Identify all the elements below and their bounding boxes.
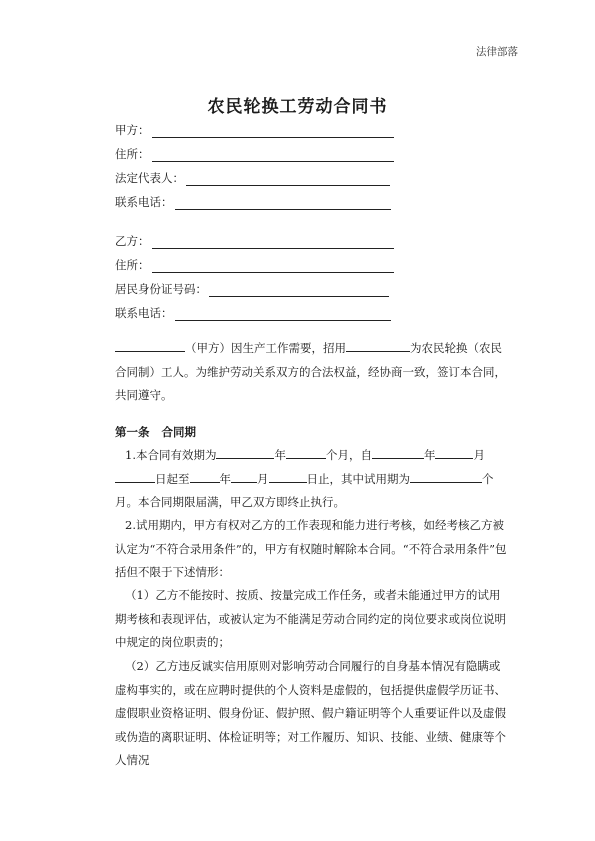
party-b-id-field <box>115 281 389 297</box>
clause-1-blank-trial <box>410 469 482 483</box>
intro-paragraph <box>115 337 507 408</box>
party-b-phone-blank <box>175 308 391 321</box>
clause-1-text-5: 月 <box>473 448 485 462</box>
clause-1 <box>115 444 507 515</box>
party-b-name-label: 乙方： <box>115 234 150 248</box>
clause-1-text-3: 个月，自 <box>325 448 372 462</box>
article-1-number: 第一条 <box>115 425 150 439</box>
clause-1-blank-months <box>286 445 326 459</box>
party-a-phone-blank <box>175 197 391 210</box>
clause-1-text-10: 个月。本合同期限届满，甲乙双方即终止执行。 <box>115 471 494 509</box>
clause-2: 2.试用期内，甲方有权对乙方的工作表现和能力进行考核，如经考核乙方被认定为“不符合录用条件”的，甲方有权随时解除本合同。“不符合录用条件”包括但不限于下述情形： <box>115 518 507 579</box>
party-a-rep-field <box>115 170 390 186</box>
party-b-id-label: 居民身份证号码： <box>115 282 207 296</box>
party-a-phone-label: 联系电话： <box>115 195 173 209</box>
clause-1-blank-end-year <box>190 469 220 483</box>
party-a-name-blank <box>152 125 394 138</box>
clause-1-blank-years <box>216 445 274 459</box>
article-1-name: 合同期 <box>161 425 196 439</box>
employee-blank <box>346 338 410 352</box>
party-b-address-blank <box>152 260 394 273</box>
clause-2-item-2: （2）乙方违反诚实信用原则对影响劳动合同履行的自身基本情况有隐瞒或虚构事实的，或在应聘时提供的个人资料是虚假的，包括提供虚假学历证书、虚假职业资格证明、假身份证、假护照、假户籍证明等个人重要证件以及虚假或伪造的离职证明、体检证明等；对工作履历、知识、技能、业绩、健康等个人情况 <box>115 659 506 767</box>
clause-1-text-2: 年 <box>274 448 286 462</box>
intro-text-2: 为农民轮换（农民合同制）工人。为维护劳动关系双方的合法权益，经协商一致，签订本合同，共同遵守。 <box>115 341 506 402</box>
clause-1-blank-start-year <box>372 445 424 459</box>
party-b-phone-field <box>115 305 391 321</box>
clause-1-text-6: 日起至 <box>155 471 190 486</box>
header-source: 法律部落 <box>476 46 518 58</box>
clause-1-text-8: 月 <box>257 471 269 486</box>
party-a-rep-blank <box>186 173 390 186</box>
clause-1-blank-start-day <box>115 469 155 483</box>
party-b-name-blank <box>152 236 394 249</box>
party-a-name-label: 甲方： <box>115 123 150 137</box>
clause-2-item-1: （1）乙方不能按时、按质、按量完成工作任务，或者未能通过甲方的试用期考核和表现评估，或被认定为不能满足劳动合同约定的岗位要求或岗位说明中规定的岗位职责的； <box>115 588 506 649</box>
party-b-id-blank <box>209 284 389 297</box>
party-a-address-label: 住所： <box>115 147 150 161</box>
party-a-address-field <box>115 146 394 162</box>
party-b-address-label: 住所： <box>115 258 150 272</box>
party-b-name-field <box>115 233 394 249</box>
party-a-name-field <box>115 122 394 138</box>
document-title: 农民轮换工劳动合同书 <box>207 97 388 117</box>
article-1-heading <box>115 424 208 440</box>
party-b-address-field <box>115 257 394 273</box>
clause-1-blank-end-day <box>269 469 307 483</box>
clause-1-text-7: 年 <box>219 471 231 486</box>
clause-1-blank-end-month <box>231 469 257 483</box>
party-a-rep-label: 法定代表人： <box>115 171 184 185</box>
clause-1-text-9: 日止，其中试用期为 <box>306 471 410 486</box>
intro-text-1: （甲方）因生产工作需要，招用 <box>185 341 346 355</box>
party-a-address-blank <box>152 149 394 162</box>
party-a-phone-field <box>115 194 391 210</box>
clause-1-blank-start-month <box>435 445 473 459</box>
clause-1-text-1: 1.本合同有效期为 <box>125 448 217 462</box>
clause-1-text-4: 年 <box>423 448 436 462</box>
employer-blank <box>115 338 185 352</box>
party-b-phone-label: 联系电话： <box>115 306 173 320</box>
